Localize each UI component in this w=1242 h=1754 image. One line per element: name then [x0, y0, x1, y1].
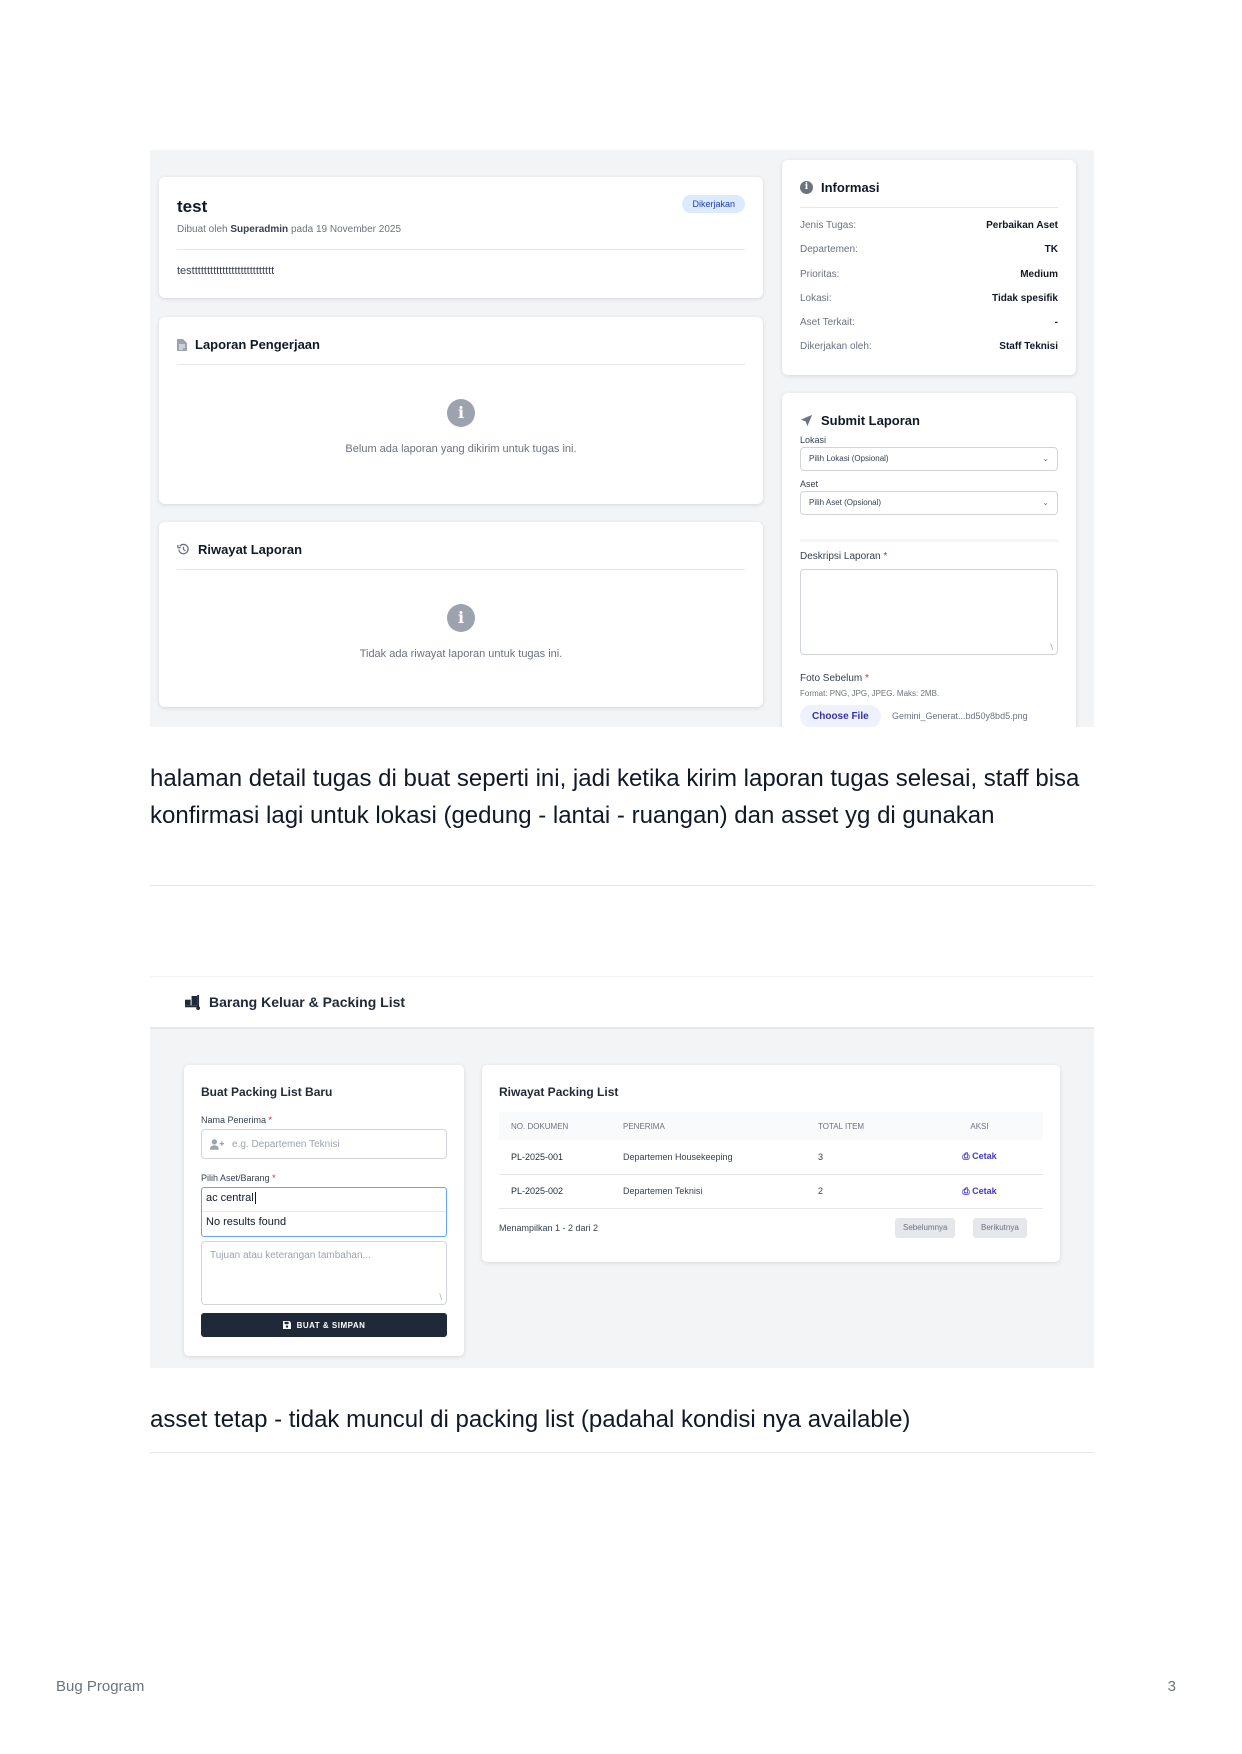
required-mark: *: [865, 673, 869, 684]
aset-label: Aset: [800, 479, 819, 489]
form-title: Buat Packing List Baru: [201, 1085, 333, 1099]
task-meta-user: Superadmin: [230, 224, 289, 235]
task-card: [159, 177, 763, 298]
printer-icon: ⎙: [962, 1151, 970, 1162]
paragraph-2: asset tetap - tidak muncul di packing list (padahal kondisi nya available): [150, 1406, 911, 1433]
deskripsi-label: [800, 551, 887, 562]
printer-icon: ⎙: [962, 1185, 970, 1196]
column-header: NO. DOKUMEN: [499, 1112, 611, 1140]
penerima-placeholder: e.g. Departemen Teknisi: [232, 1138, 340, 1150]
info-row-dikerjakan-oleh: [800, 341, 1058, 365]
format-hint: Format: PNG, JPG, JPEG. Maks: 2MB.: [800, 689, 940, 698]
riwayat-empty-text: Tidak ada riwayat laporan untuk tugas ini.: [359, 648, 563, 660]
column-header: TOTAL ITEM: [806, 1112, 916, 1140]
resize-handle-icon[interactable]: ∖: [437, 1293, 443, 1302]
info-label: Jenis Tugas:: [800, 220, 857, 231]
packing-list-screenshot: [150, 976, 1094, 1368]
next-page-button[interactable]: Berikutnya: [973, 1218, 1027, 1238]
aset-search-value: ac central: [206, 1192, 254, 1204]
no-results-message: No results found: [206, 1216, 287, 1228]
task-meta: [177, 224, 401, 235]
penerima-label: [201, 1115, 272, 1125]
page-number: 3: [1167, 1678, 1176, 1695]
submit-laporan-card: [782, 393, 1076, 727]
info-value: TK: [1044, 244, 1058, 256]
info-value: Perbaikan Aset: [986, 220, 1058, 231]
aset-combobox[interactable]: [201, 1187, 447, 1237]
info-value: Staff Teknisi: [999, 341, 1058, 353]
foto-label-text: Foto Sebelum: [800, 673, 863, 684]
task-meta-prefix: Dibuat oleh: [177, 224, 228, 235]
cetak-cell: [916, 1174, 1043, 1208]
divider: [150, 885, 1094, 886]
required-mark: *: [268, 1115, 273, 1125]
dolly-icon: [184, 995, 201, 1010]
info-row-lokasi: [800, 293, 1058, 317]
text-caret: [255, 1192, 256, 1204]
column-header: AKSI: [916, 1112, 1043, 1140]
penerima-input[interactable]: [201, 1129, 447, 1159]
buat-simpan-button[interactable]: [201, 1313, 447, 1337]
doc-number: PL-2025-002: [499, 1174, 611, 1208]
required-mark: *: [272, 1173, 276, 1183]
info-circle-icon: i: [447, 399, 475, 427]
divider: [177, 569, 745, 570]
footer-document-title: Bug Program: [56, 1678, 145, 1695]
deskripsi-label-text: Deskripsi Laporan: [800, 551, 881, 562]
task-detail-screenshot: [150, 150, 1094, 727]
riwayat-laporan-card: [159, 522, 763, 707]
paragraph-1: halaman detail tugas di buat seperti ini, jadi ketika kirim laporan tugas selesai, staff bisa konfirmasi lagi untuk lokasi (gedung - lantai - ruangan) dan asset yg di gunakan: [150, 765, 1080, 829]
prev-page-button[interactable]: Sebelumnya: [895, 1218, 955, 1238]
info-row-prioritas: [800, 269, 1058, 293]
riwayat-header: [177, 542, 302, 557]
cetak-label: Cetak: [972, 1151, 997, 1162]
divider: [177, 364, 745, 365]
task-meta-suffix: pada 19 November 2025: [290, 224, 402, 235]
topbar-title: [184, 994, 405, 1010]
lokasi-label: Lokasi: [800, 435, 827, 445]
total-item: 2: [806, 1174, 916, 1208]
foto-label: [800, 673, 869, 684]
laporan-empty-text: Belum ada laporan yang dikirim untuk tugas ini.: [345, 443, 577, 455]
divider: [150, 1452, 1094, 1453]
resize-handle-icon[interactable]: ∖: [1048, 643, 1054, 652]
table-header-row: [499, 1112, 1043, 1140]
info-label: Lokasi:: [800, 292, 832, 304]
cetak-label: Cetak: [972, 1185, 997, 1196]
riwayat-packing-list-card: [482, 1065, 1060, 1262]
buat-simpan-label: BUAT & SIMPAN: [296, 1320, 366, 1330]
informasi-list: [800, 220, 1058, 366]
task-title: test: [177, 197, 208, 216]
deskripsi-textarea[interactable]: [800, 569, 1058, 655]
table-row: [499, 1174, 1043, 1208]
history-icon: [177, 543, 190, 556]
submit-header: [800, 413, 920, 428]
topbar: [150, 976, 1094, 1029]
table-row: [499, 1140, 1043, 1174]
choose-file-button[interactable]: Choose File: [800, 705, 881, 727]
aset-select[interactable]: [800, 491, 1058, 515]
info-row-aset-terkait: [800, 317, 1058, 341]
info-label: Aset Terkait:: [800, 317, 855, 329]
packing-list-form-card: [184, 1065, 464, 1356]
penerima-label-text: Nama Penerima: [201, 1115, 267, 1125]
laporan-title: Laporan Pengerjaan: [195, 337, 320, 352]
topbar-title-text: Barang Keluar & Packing List: [209, 994, 406, 1010]
recipient: Departemen Housekeeping: [611, 1140, 806, 1174]
keterangan-placeholder: Tujuan atau keterangan tambahan...: [210, 1250, 371, 1261]
user-icon: [210, 1139, 224, 1150]
info-circle-icon: i: [447, 604, 475, 632]
document-icon: [177, 339, 187, 351]
divider: [202, 1211, 446, 1212]
cetak-cell: [916, 1140, 1043, 1174]
send-icon: [800, 414, 813, 427]
aset-search-input[interactable]: [206, 1192, 256, 1204]
aset-select-value: Pilih Aset (Opsional): [809, 498, 882, 507]
required-mark: *: [883, 551, 888, 562]
lokasi-select-value: Pilih Lokasi (Opsional): [809, 454, 889, 463]
divider: [800, 539, 1058, 542]
informasi-card: [782, 160, 1076, 375]
save-icon: [283, 1321, 291, 1329]
info-label: Prioritas:: [800, 268, 840, 280]
info-label: Departemen:: [800, 244, 858, 256]
divider: [177, 249, 745, 250]
total-item: 3: [806, 1140, 916, 1174]
informasi-header: [800, 180, 880, 195]
status-badge: Dikerjakan: [682, 195, 745, 213]
cetak-link[interactable]: [962, 1151, 996, 1161]
recipient: Departemen Teknisi: [611, 1174, 806, 1208]
keterangan-textarea[interactable]: [201, 1241, 447, 1305]
aset-label: [201, 1173, 276, 1183]
info-value: Tidak spesifik: [992, 292, 1058, 304]
laporan-pengerjaan-card: [159, 317, 763, 504]
riwayat-title: Riwayat Laporan: [198, 542, 303, 557]
info-row-jenis-tugas: [800, 220, 1058, 244]
packing-list-table: [499, 1112, 1043, 1209]
info-value: -: [1054, 317, 1058, 329]
pagination-info: Menampilkan 1 - 2 dari 2: [499, 1223, 599, 1233]
aset-label-text: Pilih Aset/Barang: [201, 1173, 270, 1183]
info-icon: i: [800, 181, 813, 194]
laporan-header: [177, 337, 320, 352]
column-header: PENERIMA: [611, 1112, 806, 1140]
cetak-link[interactable]: [962, 1186, 996, 1196]
submit-title: Submit Laporan: [821, 413, 920, 428]
file-name: Gemini_Generat...bd50y8bd5.png: [892, 711, 1028, 721]
history-title: Riwayat Packing List: [499, 1085, 619, 1099]
info-value: Medium: [1020, 268, 1058, 280]
chevron-down-icon: ⌄: [1042, 498, 1049, 507]
chevron-down-icon: ⌄: [1042, 454, 1049, 463]
info-label: Dikerjakan oleh:: [800, 341, 872, 353]
divider: [800, 207, 1058, 208]
task-description: testtttttttttttttttttttttttttt: [177, 265, 275, 277]
info-row-departemen: [800, 244, 1058, 268]
lokasi-select[interactable]: [800, 447, 1058, 471]
informasi-title: Informasi: [821, 180, 880, 195]
doc-number: PL-2025-001: [499, 1140, 611, 1174]
